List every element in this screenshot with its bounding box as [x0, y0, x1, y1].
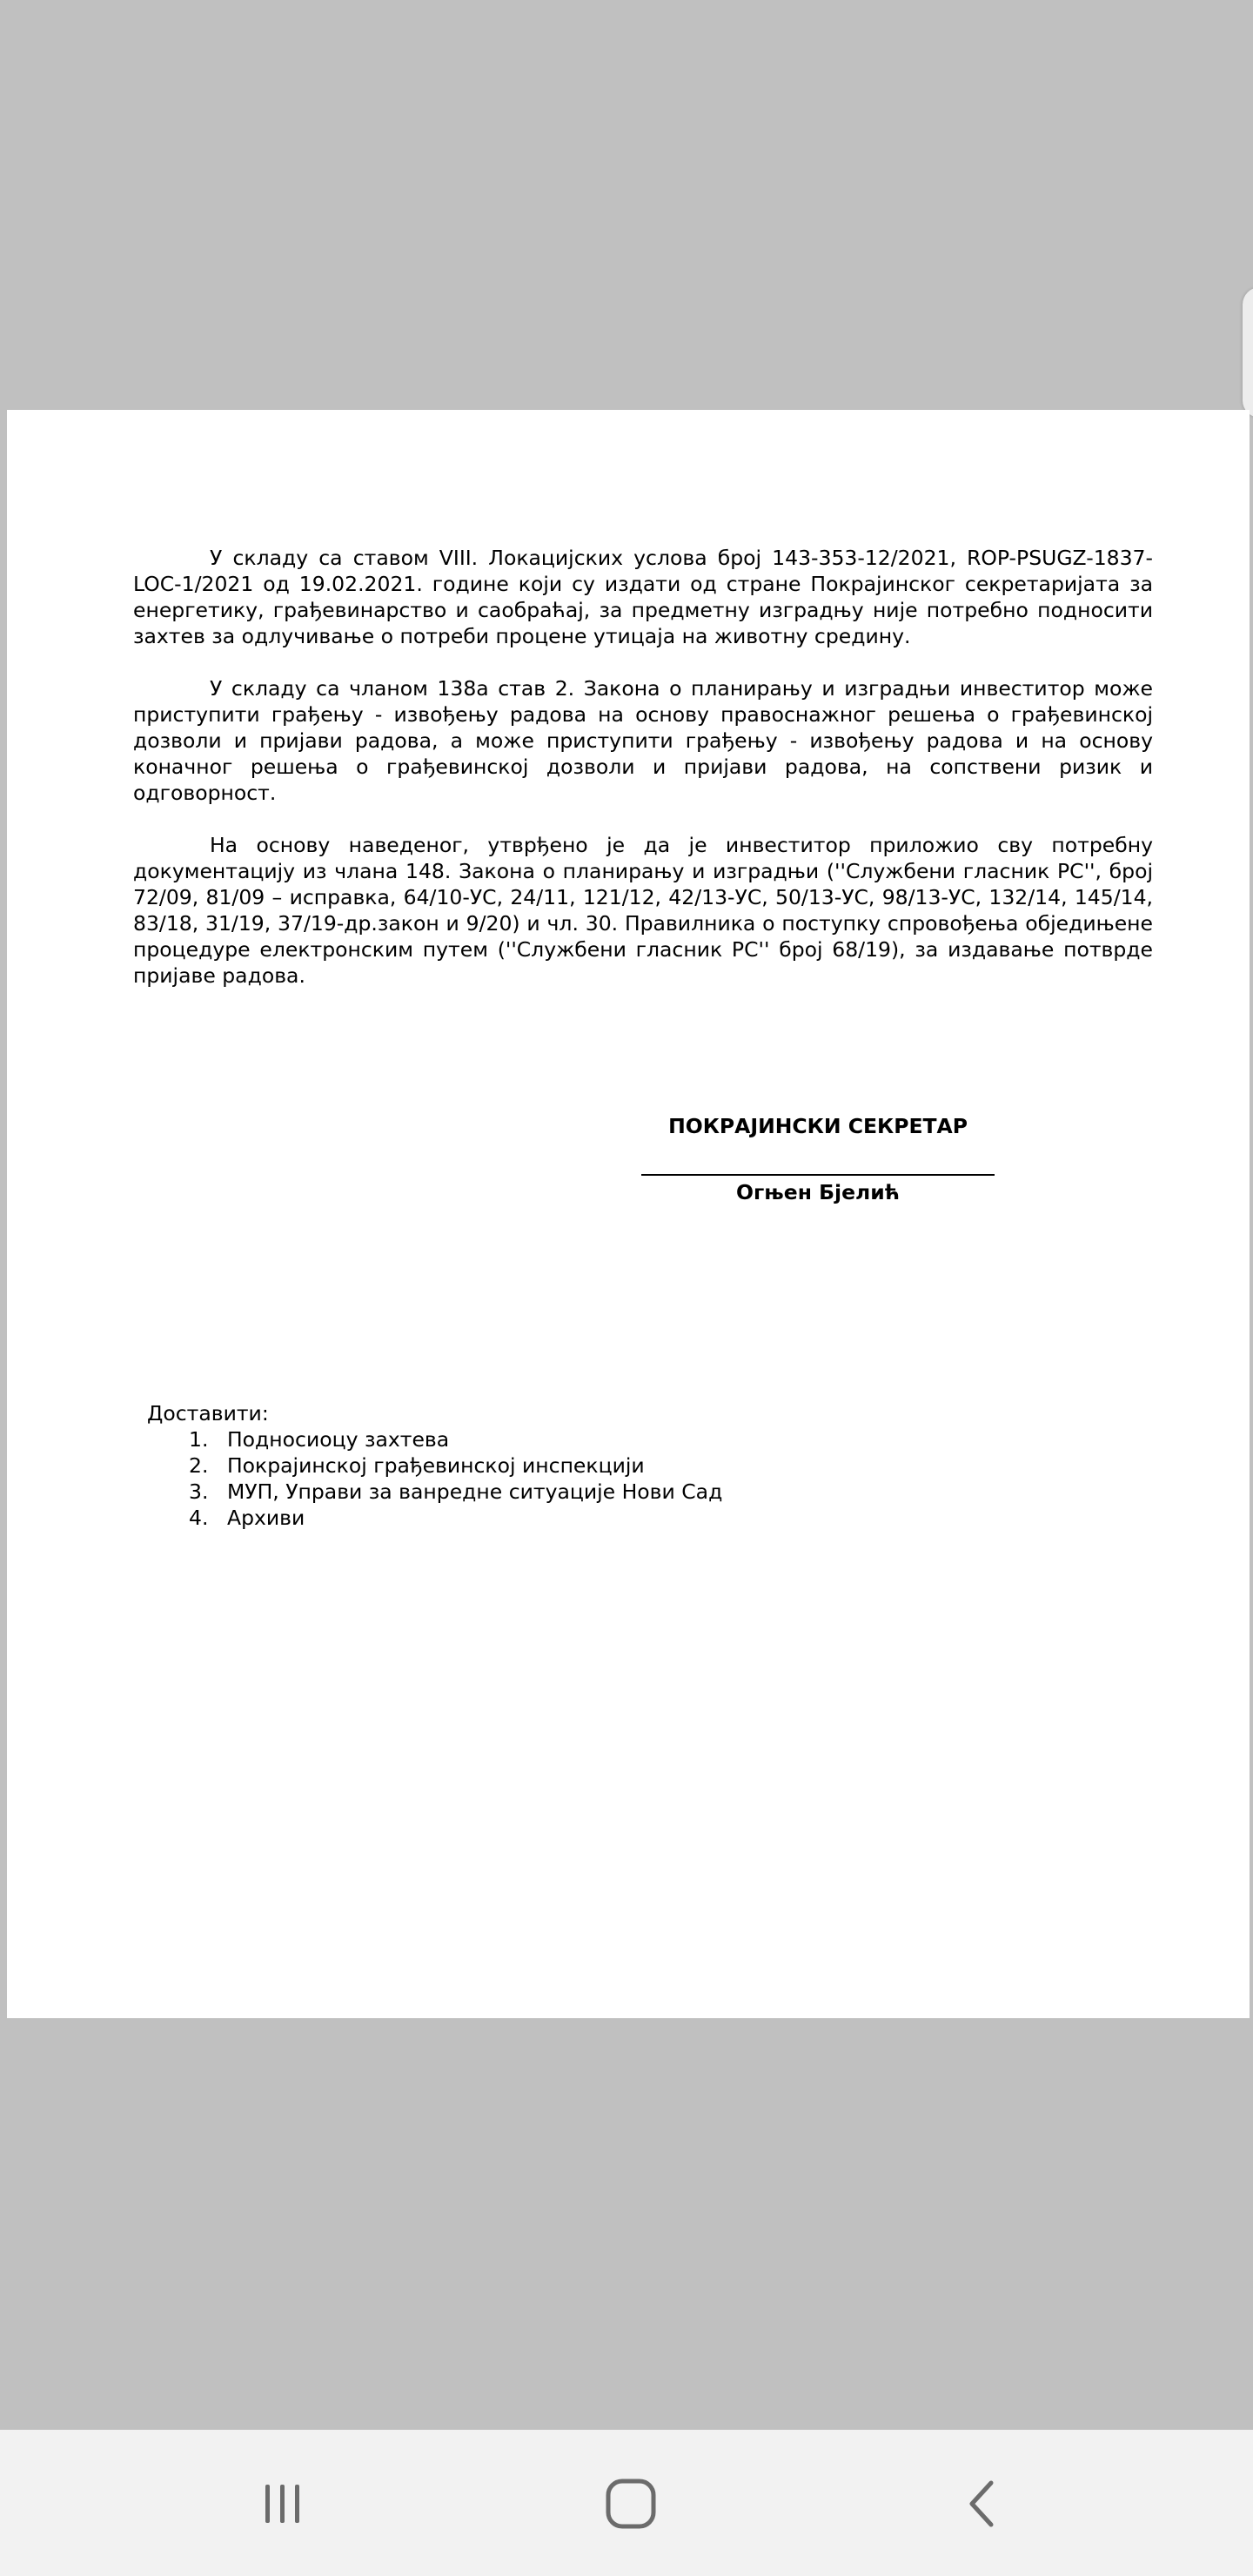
delivery-list-block — [147, 1400, 722, 1531]
list-item — [147, 1505, 722, 1531]
list-item-number: 4. — [189, 1506, 209, 1530]
list-item-text: Архиви — [227, 1506, 305, 1530]
list-item — [147, 1426, 722, 1452]
document-body — [133, 545, 1153, 1015]
list-item — [147, 1479, 722, 1505]
recent-apps-button[interactable] — [244, 2465, 322, 2543]
paragraph-location-conditions: У складу са ставом VIII. Локацијских услова број 143-353-12/2021, ROP-PSUGZ-1837-LOC-1/2021 од 19.02.2021. године који су издати од стране Покрајинског секретаријата за енергетику, грађевинарство и саобраћај, за предметну изградњу није потребно подносити захтев за одлучивање о потреби процене утицаја на животну средину. — [133, 546, 1153, 648]
list-item-number: 3. — [189, 1479, 209, 1504]
document-page — [7, 410, 1250, 2018]
list-item-number: 1. — [189, 1427, 209, 1452]
list-item-text: МУП, Управи за ванредне ситуације Нови Сад — [227, 1479, 723, 1504]
paragraph-article-138a: У складу са чланом 138а став 2. Закона о планирању и изградњи инвеститор може приступити грађењу - извођењу радова на основу правоснажног решења о грађевинској дозволи и пријави радова, а може приступити грађењу - извођењу радова и на основу коначног решења о грађевинској дозволи и пријави радова, на сопствени ризик и одговорност. — [133, 676, 1153, 805]
back-button[interactable] — [943, 2465, 1022, 2543]
signature-line — [641, 1165, 995, 1176]
list-item — [147, 1452, 722, 1479]
signatory-title: ПОКРАЈИНСКИ СЕКРЕТАР — [668, 1114, 968, 1138]
delivery-heading: Доставити: — [147, 1401, 269, 1426]
signatory-name: Огњен Бјелић — [736, 1180, 900, 1204]
recent-apps-icon — [257, 2478, 309, 2530]
system-navigation-bar — [0, 2430, 1253, 2576]
edge-panel-handle[interactable] — [1243, 287, 1253, 418]
home-button[interactable] — [592, 2465, 670, 2543]
list-item-number: 2. — [189, 1453, 209, 1478]
back-icon — [956, 2478, 1008, 2530]
list-item-text: Подносиоцу захтева — [227, 1427, 450, 1452]
paragraph-conclusion: На основу наведеног, утврђено је да је инвеститор приложио сву потребну документацију из члана 148. Закона о планирању и изградњи (''Службени гласник РС'', број 72/09, 81/09 – исправка, 64/10-УС, 24/11, 121/12, 42/13-УС, 50/13-УС, 98/13-УС, 132/14, 145/14, 83/18, 31/19, 37/19-др.закон и 9/20) и чл. 30. Правилника о поступку спровођења обједињене процедуре електронским путем (''Службени гласник РС'' број 68/19), за издавање потврде пријаве радова. — [133, 833, 1153, 988]
delivery-list — [147, 1426, 722, 1531]
signature-block — [635, 1113, 1001, 1205]
home-icon — [600, 2473, 661, 2534]
list-item-text: Покрајинској грађевинској инспекцији — [227, 1453, 645, 1478]
